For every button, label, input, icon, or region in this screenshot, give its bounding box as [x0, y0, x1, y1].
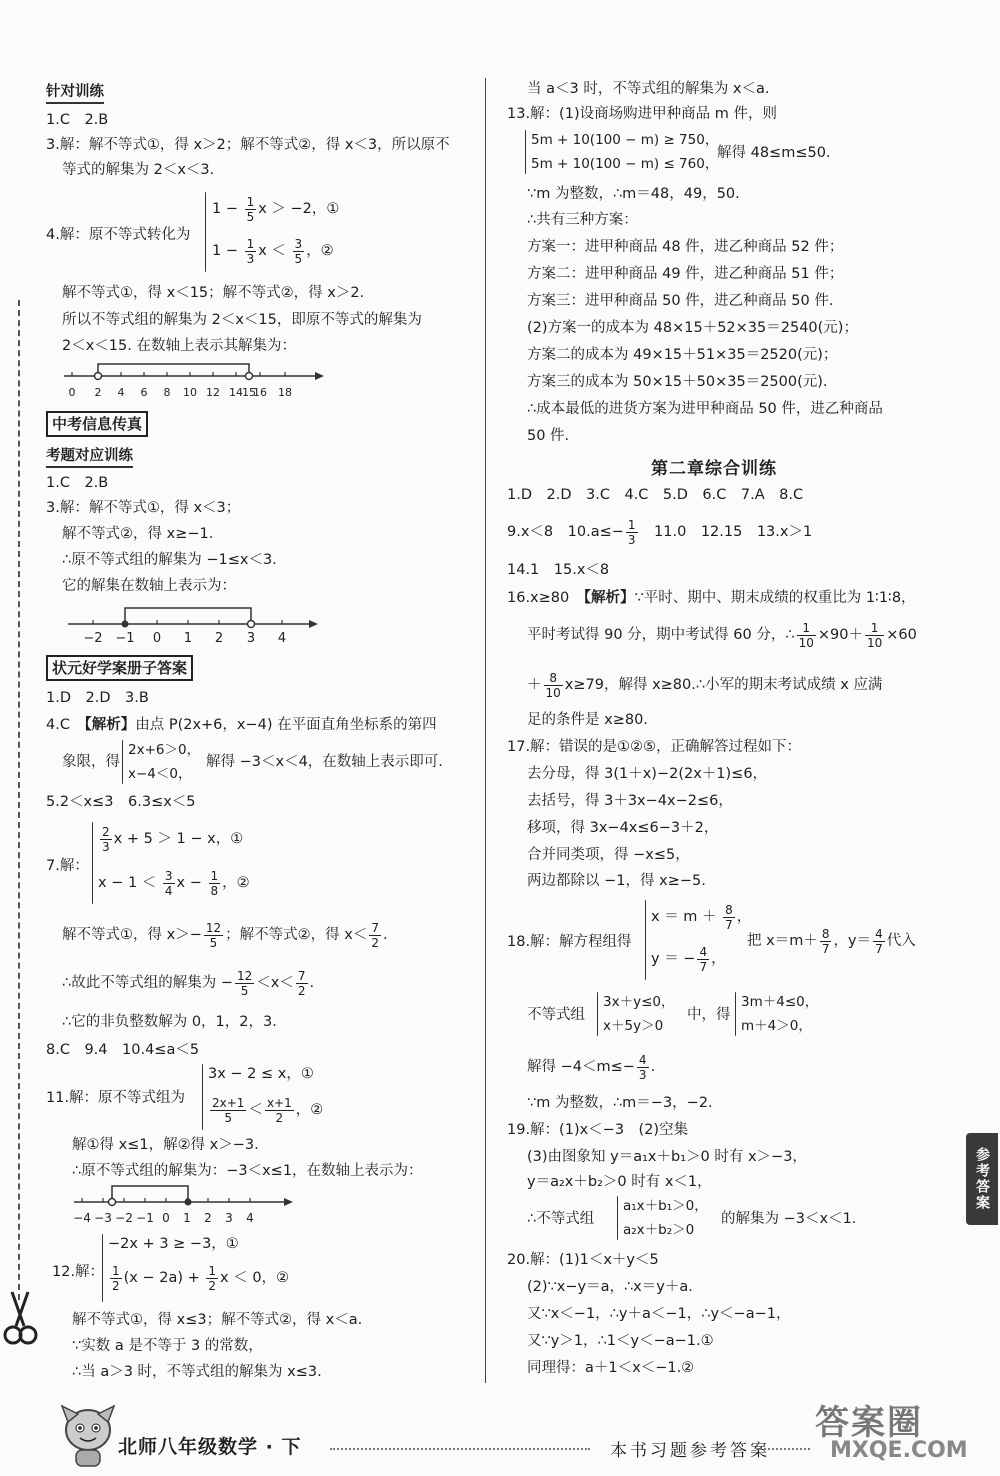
den: 4 — [164, 883, 173, 898]
den: 5 — [224, 1110, 233, 1125]
answer-line: 13.解：(1)设商场购进甲种商品 m 件，则 — [507, 106, 777, 122]
inequality-2: m＋4＞0， — [741, 1018, 812, 1034]
mascot-icon — [60, 1400, 116, 1470]
den: 3 — [638, 1067, 647, 1082]
system-brace — [205, 192, 206, 272]
answer-line: 1.C 2.B — [46, 475, 109, 491]
text: 由点 P(2x+6，x−4) 在平面直角坐标系的第四 — [135, 717, 437, 733]
num: 8 — [725, 902, 733, 917]
cut-dashed-line — [18, 300, 20, 1300]
text: 4.C — [46, 717, 85, 733]
text: 11.0 12.15 13.x＞1 — [639, 524, 813, 540]
inequality-2: 5m + 10(100 − m) ≤ 760， — [531, 156, 719, 172]
den: 5 — [246, 209, 255, 224]
answer-line: 解不等式①，得 x＜15；解不等式②，得 x＞2. — [62, 285, 365, 301]
num: 1 — [627, 517, 636, 532]
text: x ＞ −2，① — [258, 201, 340, 217]
answer-line: 1.C 2.B — [46, 112, 109, 128]
num: 4 — [875, 926, 883, 941]
tick-label: 14 — [229, 386, 243, 399]
answer-line: 5.2＜x≤3 6.3≤x＜5 — [46, 794, 196, 810]
section-heading-workbook-answers: 状元好学案册子答案 — [46, 655, 193, 681]
system-brace — [92, 822, 93, 904]
answer-line: 它的解集在数轴上表示为： — [62, 578, 236, 594]
system-brace — [645, 900, 646, 980]
num: x+1 — [266, 1095, 292, 1110]
system-brace — [597, 992, 598, 1036]
tick-label: −3 — [94, 1211, 112, 1224]
den: 3 — [627, 532, 636, 547]
fraction — [235, 969, 254, 998]
den: 2 — [297, 983, 306, 998]
answer-line: ∴它的非负整数解为 0，1，2，3. — [62, 1014, 277, 1030]
text: ，② — [295, 1102, 324, 1118]
answer-line — [507, 516, 812, 548]
answer-line: 方案二的成本为 49×15＋51×35＝2520(元)； — [527, 347, 838, 363]
axis-arrow — [284, 1198, 293, 1206]
answer-line: 又∵x＜−1，∴y＋a＜−1，∴y＜−a−1， — [527, 1306, 791, 1322]
tick-label: 0 — [68, 386, 76, 399]
text: ＜ — [248, 1102, 263, 1118]
text: x≥79，解得 x≥80.∴小军的期末考试成绩 x 应满 — [564, 677, 883, 693]
tick-label: 4 — [117, 386, 125, 399]
answer-line: 中，得 — [687, 1007, 731, 1023]
inequality-1 — [98, 824, 243, 854]
answer-line: 1.D 2.D 3.B — [46, 690, 149, 706]
num: 4 — [699, 944, 708, 959]
answer-line: 象限，得 — [62, 754, 120, 770]
tick-label: 18 — [278, 386, 292, 399]
closed-point — [122, 621, 129, 628]
answer-line: ∴原不等式组的解集为 −1≤x＜3. — [62, 552, 277, 568]
den: 2 — [112, 1278, 120, 1293]
inequality-2 — [108, 1262, 289, 1294]
system-brace — [102, 1234, 103, 1302]
den: 2 — [371, 935, 379, 950]
analysis-label: 【解析】 — [583, 590, 635, 606]
equation-2 — [651, 944, 726, 974]
answer-line: 解得 −3＜x＜4，在数轴上表示即可. — [206, 754, 443, 770]
answer-line — [747, 925, 916, 957]
num: 1 — [208, 1263, 217, 1278]
answer-line: 等式的解集为 2＜x＜3. — [62, 162, 215, 178]
text: ＜x＜ — [256, 975, 294, 991]
answer-line: 3.解：解不等式①，得 x＞2；解不等式②，得 x＜3，所以原不 — [46, 137, 450, 153]
den: 8 — [210, 883, 219, 898]
inequality-1: 2x+6＞0， — [128, 742, 201, 758]
num: 1 — [797, 621, 816, 636]
tick-label: −1 — [136, 1211, 154, 1224]
tick-label: 3 — [246, 631, 256, 644]
num: 1 — [112, 1263, 120, 1278]
answer-line: ∴原不等式组的解集为：−3＜x≤1，在数轴上表示为： — [72, 1163, 423, 1179]
tick-label: 2 — [204, 1211, 212, 1224]
tick-label: −2 — [83, 631, 103, 644]
num: 1 — [210, 868, 219, 883]
den: 7 — [821, 941, 830, 956]
tick-label: 6 — [140, 386, 148, 399]
answer-line: ∴共有三种方案： — [527, 212, 638, 228]
inequality-2 — [208, 1094, 323, 1126]
fraction — [209, 869, 221, 898]
fraction — [206, 1264, 218, 1293]
answer-line: ∵m 为整数，∴m＝−3，−2. — [527, 1095, 713, 1111]
text: 1 − — [212, 201, 243, 217]
fraction — [369, 921, 381, 950]
column-divider — [485, 78, 486, 1383]
answer-line: 同理得：a＋1＜x＜−1.② — [527, 1360, 695, 1376]
tick-label: 8 — [163, 386, 171, 399]
answer-line: ∵实数 a 是不等于 3 的常数， — [72, 1338, 263, 1354]
num: 2x+1 — [212, 1095, 245, 1110]
text: ∴故此不等式组的解集为 − — [62, 975, 233, 991]
answer-line: y＝a₂x＋b₂＞0 时有 x＜1， — [527, 1174, 712, 1190]
tick-label: −2 — [115, 1211, 133, 1224]
answer-line: 11.解：原不等式组为 — [46, 1090, 186, 1106]
text: ，② — [306, 243, 334, 259]
answer-line: 移项，得 3x−4x≤6−3＋2， — [527, 820, 719, 836]
text: 平时考试得 90 分，期中考试得 60 分，∴ — [527, 627, 795, 643]
text: . — [309, 975, 315, 991]
text: y ＝ − — [651, 951, 696, 967]
tick-label: 0 — [152, 631, 162, 644]
text: 解得 −4＜m≤− — [527, 1059, 635, 1075]
footer-dotted-line — [760, 1448, 810, 1450]
text: ×90＋ — [817, 627, 863, 643]
text: ＋ — [527, 677, 542, 693]
watermark-url: MXQE.COM — [830, 1438, 968, 1463]
answer-line: 20.解：(1)1＜x＋y＜5 — [507, 1252, 659, 1268]
answer-line: 方案二：进甲种商品 49 件，进乙种商品 51 件； — [527, 266, 844, 282]
fraction — [637, 1053, 649, 1082]
chapter-title: 第二章综合训练 — [651, 459, 777, 479]
fraction — [100, 825, 112, 854]
inequality-1: 5m + 10(100 − m) ≥ 750， — [531, 132, 719, 148]
answer-line: (3)由图象知 y＝a₁x＋b₁＞0 时有 x＞−3， — [527, 1149, 807, 1165]
answer-line: ∴成本最低的进货方案为进甲种商品 50 件，进乙种商品 — [527, 401, 883, 417]
answer-line: 解不等式①，得 x≤3；解不等式②，得 x＜a. — [72, 1312, 363, 1328]
open-point — [109, 1199, 116, 1206]
tick-label: 2 — [94, 386, 102, 399]
text: 解不等式①，得 x＞− — [62, 927, 202, 943]
answer-line: 去分母，得 3(1＋x)−2(2x＋1)≤6， — [527, 766, 768, 782]
analysis-label: 【解析】 — [84, 717, 136, 733]
text: 16.x≥80 — [507, 590, 584, 606]
number-line-3 — [70, 1180, 300, 1224]
answer-line: 17.解：错误的是①②⑤，正确解答过程如下： — [507, 739, 802, 755]
tick-label: 4 — [246, 1211, 254, 1224]
den: 5 — [294, 251, 303, 266]
text: (x − 2a) + — [123, 1270, 205, 1286]
tick-label: 1 — [183, 1211, 191, 1224]
answer-line: 解①得 x≤1，解②得 x＞−3. — [72, 1137, 259, 1153]
answer-line — [62, 966, 314, 1000]
num: 1 — [246, 194, 255, 209]
fraction — [210, 1096, 246, 1125]
answer-line: (2)方案一的成本为 48×15＋52×35＝2540(元)； — [527, 320, 858, 336]
answer-line — [527, 1050, 655, 1084]
inequality-2: a₂x＋b₂＞0 — [623, 1222, 695, 1238]
num: 4 — [638, 1052, 647, 1067]
den: 10 — [545, 685, 561, 700]
answer-line: 当 a＜3 时，不等式组的解集为 x＜a. — [527, 81, 770, 97]
answer-line — [46, 715, 437, 735]
text: ， — [736, 909, 752, 925]
number-line-2 — [64, 600, 324, 644]
axis-arrow — [309, 620, 318, 628]
answer-line: 4.解：原不等式转化为 — [46, 227, 191, 243]
fraction — [204, 921, 223, 950]
text: 9.x＜8 10.a≤− — [507, 524, 624, 540]
answer-line — [62, 918, 388, 952]
answer-line: 3.解：解不等式①，得 x＜3； — [46, 500, 241, 516]
inequality-2: x−4＜0， — [128, 766, 192, 782]
tick-label: −1 — [115, 631, 135, 644]
inequality-1: −2x + 3 ≥ −3，① — [108, 1236, 239, 1252]
watermark-logo: 答案圈 — [815, 1403, 923, 1443]
fraction — [265, 1096, 294, 1125]
answer-line: 7.解： — [46, 858, 89, 874]
system-brace — [202, 1064, 203, 1130]
answer-line: ∴不等式组 — [527, 1211, 595, 1227]
den: 2 — [275, 1110, 284, 1125]
text: x ＜ — [258, 243, 291, 259]
answer-line: 12.解： — [52, 1264, 105, 1280]
num: 7 — [297, 968, 306, 983]
fraction — [626, 518, 638, 547]
footer-dotted-line — [330, 1448, 590, 1450]
system-brace — [525, 130, 526, 174]
text: ×60 — [886, 627, 917, 643]
den: 3 — [246, 251, 255, 266]
fraction — [697, 945, 709, 974]
answer-line: (2)∵x−y＝a，∴x＝y＋a. — [527, 1279, 693, 1295]
text: x + 5 ＞ 1 − x，① — [113, 831, 244, 847]
inequality-1: 3x − 2 ≤ x，① — [208, 1066, 314, 1082]
fraction — [797, 621, 816, 650]
answer-line: ∴当 a＞3 时，不等式组的解集为 x≤3. — [72, 1364, 322, 1380]
num: 3 — [294, 236, 303, 251]
scissors-icon — [2, 1290, 38, 1350]
tick-label: 12 — [206, 386, 220, 399]
system-brace — [122, 740, 123, 784]
answer-line: 两边都除以 −1，得 x≥−5. — [527, 873, 706, 889]
open-point — [246, 373, 253, 380]
fraction — [544, 671, 563, 700]
answer-line: 的解集为 −3＜x＜1. — [721, 1211, 857, 1227]
den: 3 — [102, 839, 110, 854]
answer-line: 又∵y＞1，∴1＜y＜−a−1.① — [527, 1333, 714, 1349]
tick-label: 10 — [183, 386, 197, 399]
den: 7 — [699, 959, 708, 974]
tick-label: 3 — [225, 1211, 233, 1224]
num: 3 — [164, 868, 173, 883]
num: 8 — [821, 926, 830, 941]
answer-line: 8.C 9.4 10.4≤a＜5 — [46, 1042, 200, 1058]
text: x ＜ 0，② — [220, 1270, 290, 1286]
inequality-2: x＋5y＞0 — [603, 1018, 664, 1034]
answer-line: 足的条件是 x≥80. — [527, 712, 648, 728]
open-point — [95, 373, 102, 380]
text: 1 − — [212, 243, 243, 259]
text: . — [382, 927, 388, 943]
answer-line: 方案三：进甲种商品 50 件，进乙种商品 50 件. — [527, 293, 834, 309]
text: 代入 — [886, 933, 916, 949]
answer-line: 2＜x＜15. 在数轴上表示其解集为： — [62, 338, 296, 354]
fraction — [110, 1264, 122, 1293]
axis-arrow — [315, 372, 324, 380]
tick-label: 0 — [162, 1211, 170, 1224]
footer-section-title: 本书习题参考答案 — [610, 1441, 770, 1461]
answer-line: 方案一：进甲种商品 48 件，进乙种商品 52 件； — [527, 239, 844, 255]
inequality-1 — [212, 194, 339, 224]
num: 1 — [865, 621, 884, 636]
answer-line: 19.解：(1)x＜−3 (2)空集 — [507, 1122, 689, 1138]
fraction — [245, 237, 257, 266]
side-tab-reference-answers: 参考答案 — [966, 1133, 998, 1225]
equation-1 — [651, 902, 751, 932]
fraction — [820, 927, 832, 956]
fraction — [293, 237, 305, 266]
den: 10 — [798, 635, 814, 650]
text: ，② — [222, 875, 250, 891]
number-line-1 — [60, 360, 330, 404]
den: 2 — [208, 1278, 217, 1293]
system-brace — [735, 992, 736, 1036]
text: x − 1 ＜ — [98, 875, 161, 891]
inequality-1: a₁x＋b₁＞0， — [623, 1198, 708, 1214]
answer-line: 50 件. — [527, 428, 570, 444]
answer-line — [527, 618, 917, 652]
answer-line: ∵m 为整数，∴m＝48，49，50. — [527, 186, 740, 202]
answer-line: 解得 48≤m≤50. — [717, 145, 831, 161]
fraction — [865, 621, 884, 650]
text: x − — [176, 875, 207, 891]
text: 把 x＝m＋ — [747, 933, 818, 949]
fraction — [296, 969, 308, 998]
answer-line: 不等式组 — [527, 1007, 585, 1023]
tick-label: 2 — [214, 631, 224, 644]
section-heading-exam-info: 中考信息传真 — [46, 411, 148, 437]
tick-label: −4 — [73, 1211, 91, 1224]
den: 10 — [866, 635, 883, 650]
answer-line: 解不等式②，得 x≥−1. — [62, 526, 214, 542]
fraction — [873, 927, 885, 956]
den: 5 — [209, 935, 218, 950]
tick-label: 15 — [242, 386, 256, 399]
open-point — [248, 621, 255, 628]
answer-line — [527, 668, 882, 702]
answer-line: 去括号，得 3＋3x−4x−2≤6， — [527, 793, 733, 809]
tick-label: 1 — [183, 631, 193, 644]
num: 1 — [246, 236, 255, 251]
inequality-2 — [98, 868, 250, 898]
tick-label: 4 — [277, 631, 287, 644]
fraction — [723, 903, 735, 932]
den: 7 — [725, 917, 733, 932]
text: ， — [711, 951, 726, 967]
answer-line: 18.解：解方程组得 — [507, 934, 632, 950]
answer-line: 方案三的成本为 50×15＋50×35＝2500(元). — [527, 374, 828, 390]
footer-book-title: 北师八年级数学 · 下 — [118, 1436, 302, 1458]
section-heading-exam-training: 考题对应训练 — [46, 446, 133, 468]
inequality-1: 3x＋y≤0， — [603, 994, 675, 1010]
closed-point — [185, 1199, 192, 1206]
text: ∵平时、期中、期末成绩的权重比为 1∶1∶8， — [634, 590, 916, 606]
inequality-1: 3m＋4≤0， — [741, 994, 819, 1010]
num: 2 — [102, 824, 110, 839]
fraction — [245, 195, 257, 224]
num: 12 — [236, 968, 253, 983]
text: . — [650, 1059, 656, 1075]
answer-line: 14.1 15.x＜8 — [507, 562, 610, 578]
fraction — [163, 869, 175, 898]
answer-line: 合并同类项，得 −x≤5， — [527, 847, 690, 863]
answer-line: 所以不等式组的解集为 2＜x＜15，即原不等式的解集为 — [62, 312, 422, 328]
num: 12 — [205, 920, 222, 935]
system-brace — [617, 1196, 618, 1240]
num: 8 — [544, 671, 563, 686]
text: ；解不等式②，得 x＜ — [225, 927, 368, 943]
text: x ＝ m ＋ — [651, 909, 722, 925]
num: 7 — [371, 920, 379, 935]
answer-line: 1.D 2.D 3.C 4.C 5.D 6.C 7.A 8.C — [507, 487, 804, 503]
section-heading-targeted-training: 针对训练 — [46, 82, 104, 104]
den: 5 — [240, 983, 249, 998]
text: ，y＝ — [833, 933, 872, 949]
inequality-2 — [212, 236, 334, 266]
tick-label: 16 — [253, 386, 267, 399]
answer-line — [507, 588, 916, 608]
den: 7 — [875, 941, 883, 956]
